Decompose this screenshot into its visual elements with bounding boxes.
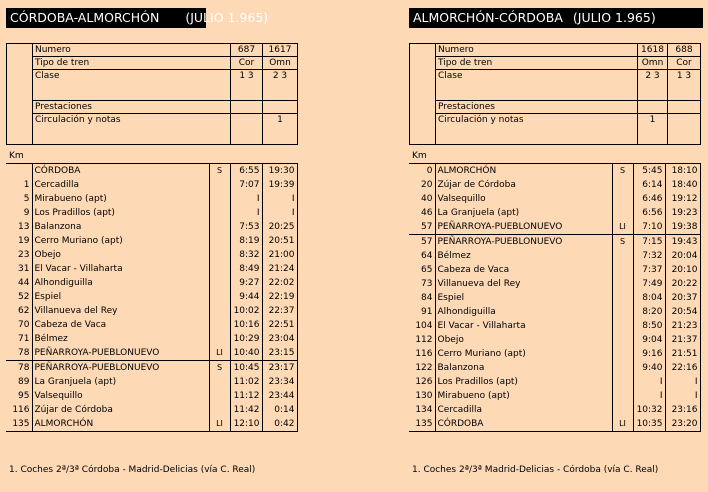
- station-name: PEÑARROYA-PUEBLONUEVO: [435, 235, 612, 250]
- departure-time: 8:50: [633, 319, 665, 333]
- train-number: 1617: [263, 44, 298, 57]
- km-label: Km: [412, 151, 427, 161]
- departure-time: 23:34: [262, 375, 297, 389]
- km-value: 84: [409, 291, 435, 305]
- km-value: 135: [6, 417, 32, 432]
- timetable-row: [6, 248, 297, 262]
- stop-mark: [209, 192, 230, 206]
- circulation-note: 1: [263, 114, 298, 145]
- departure-time: 21:23: [665, 319, 700, 333]
- departure-time: I: [262, 192, 297, 206]
- timetable-row: [409, 347, 700, 361]
- departure-time: 10:16: [230, 318, 262, 332]
- timetable-row: [6, 361, 297, 376]
- departure-time: 18:40: [665, 178, 700, 192]
- timetable-row: [409, 249, 700, 263]
- clase-label: Clase: [33, 70, 231, 101]
- train-class: 1 3: [231, 70, 263, 101]
- stop-mark: LI: [209, 346, 230, 361]
- departure-time: I: [230, 206, 262, 220]
- departure-time: 9:44: [230, 290, 262, 304]
- departure-time: 9:04: [633, 333, 665, 347]
- km-value: 104: [409, 319, 435, 333]
- departure-time: 20:37: [665, 291, 700, 305]
- route-date: (JULIO 1.965): [185, 10, 269, 25]
- timetable-row: [409, 291, 700, 305]
- departure-time: 7:37: [633, 263, 665, 277]
- stop-mark: [612, 206, 633, 220]
- train-type: Cor: [668, 57, 701, 70]
- departure-time: 7:49: [633, 277, 665, 291]
- circulation-note: 1: [638, 114, 668, 145]
- timetable-row: [409, 164, 700, 179]
- train-number: 1618: [638, 44, 668, 57]
- stop-mark: LI: [209, 417, 230, 432]
- km-value: 135: [409, 417, 435, 432]
- station-name: Los Pradillos (apt): [32, 206, 209, 220]
- stop-mark: [612, 347, 633, 361]
- departure-time: 21:00: [262, 248, 297, 262]
- stop-mark: [209, 220, 230, 234]
- timetable-row: [6, 389, 297, 403]
- km-value: 78: [6, 361, 32, 376]
- departure-time: I: [230, 192, 262, 206]
- km-value: 13: [6, 220, 32, 234]
- departure-time: 7:32: [633, 249, 665, 263]
- departure-time: 23:16: [665, 403, 700, 417]
- stop-mark: [612, 375, 633, 389]
- departure-time: 23:20: [665, 417, 700, 432]
- km-value: 89: [6, 375, 32, 389]
- station-name: Cerro Muriano (apt): [32, 234, 209, 248]
- timetable-row: [409, 389, 700, 403]
- train-type: Cor: [231, 57, 263, 70]
- timetable-row: [6, 276, 297, 290]
- timetable-title: [409, 8, 703, 28]
- footnote: 1. Coches 2ª/3ª Córdoba - Madrid-Delicias (vía C. Real): [9, 465, 256, 475]
- km-value: 0: [409, 164, 435, 179]
- prestaciones-label: Prestaciones: [436, 101, 638, 114]
- header-spacer: [7, 44, 33, 145]
- km-value: 64: [409, 249, 435, 263]
- timetable-row: [409, 277, 700, 291]
- station-name: ALMORCHÓN: [435, 164, 612, 179]
- station-name: Cercadilla: [32, 178, 209, 192]
- km-value: 19: [6, 234, 32, 248]
- km-value: 20: [409, 178, 435, 192]
- departure-time: 20:54: [665, 305, 700, 319]
- station-name: Valsequillo: [435, 192, 612, 206]
- timetable-row: [6, 206, 297, 220]
- station-name: Balanzona: [32, 220, 209, 234]
- departure-time: 10:35: [633, 417, 665, 432]
- km-value: 112: [409, 333, 435, 347]
- km-value: 46: [409, 206, 435, 220]
- km-value: 122: [409, 361, 435, 375]
- stop-mark: [209, 178, 230, 192]
- route-date: (JULIO 1.965): [572, 10, 656, 25]
- timetable-row: [6, 318, 297, 332]
- departure-time: 12:10: [230, 417, 262, 432]
- departure-time: 23:15: [262, 346, 297, 361]
- departure-time: 19:30: [262, 164, 297, 179]
- departure-time: 20:25: [262, 220, 297, 234]
- stop-mark: [209, 276, 230, 290]
- schedule-table: [409, 163, 701, 432]
- departure-time: 19:12: [665, 192, 700, 206]
- timetable-row: [409, 263, 700, 277]
- departure-time: 22:37: [262, 304, 297, 318]
- station-name: Bélmez: [435, 249, 612, 263]
- timetable-row: [6, 304, 297, 318]
- km-value: 9: [6, 206, 32, 220]
- timetable-row: [409, 305, 700, 319]
- station-name: PEÑARROYA-PUEBLONUEVO: [435, 220, 612, 235]
- station-name: El Vacar - Villaharta: [435, 319, 612, 333]
- train-type: Omn: [638, 57, 668, 70]
- timetable-row: [409, 220, 700, 235]
- stop-mark: LI: [612, 417, 633, 432]
- station-name: Espiel: [32, 290, 209, 304]
- departure-time: I: [262, 206, 297, 220]
- km-value: 40: [409, 192, 435, 206]
- stop-mark: S: [209, 361, 230, 376]
- km-value: 95: [6, 389, 32, 403]
- departure-time: 21:51: [665, 347, 700, 361]
- timetable-row: [409, 235, 700, 250]
- station-name: Bélmez: [32, 332, 209, 346]
- departure-time: 10:45: [230, 361, 262, 376]
- km-value: 1: [6, 178, 32, 192]
- departure-time: 21:37: [665, 333, 700, 347]
- departure-time: 7:15: [633, 235, 665, 250]
- km-value: 44: [6, 276, 32, 290]
- km-value: [6, 164, 32, 179]
- station-name: La Granjuela (apt): [435, 206, 612, 220]
- km-label: Km: [9, 151, 24, 161]
- timetable-row: [6, 192, 297, 206]
- stop-mark: [209, 332, 230, 346]
- train-number: 687: [231, 44, 263, 57]
- departure-time: 21:24: [262, 262, 297, 276]
- station-name: Cerro Muriano (apt): [435, 347, 612, 361]
- departure-time: I: [665, 375, 700, 389]
- stop-mark: [209, 318, 230, 332]
- stop-mark: [612, 263, 633, 277]
- departure-time: 20:04: [665, 249, 700, 263]
- schedule-table: [6, 163, 298, 432]
- stop-mark: LI: [612, 220, 633, 235]
- departure-time: 23:17: [262, 361, 297, 376]
- station-name: El Vacar - Villaharta: [32, 262, 209, 276]
- stop-mark: [612, 389, 633, 403]
- departure-time: 18:10: [665, 164, 700, 179]
- km-value: 57: [409, 235, 435, 250]
- departure-time: 6:46: [633, 192, 665, 206]
- stop-mark: S: [209, 164, 230, 179]
- timetable-row: [409, 192, 700, 206]
- station-name: Balanzona: [435, 361, 612, 375]
- departure-time: 8:04: [633, 291, 665, 305]
- km-value: 78: [6, 346, 32, 361]
- departure-time: 9:40: [633, 361, 665, 375]
- station-name: Alhondiguilla: [32, 276, 209, 290]
- stop-mark: S: [612, 164, 633, 179]
- station-name: PEÑARROYA-PUEBLONUEVO: [32, 346, 209, 361]
- timetable-row: [409, 206, 700, 220]
- clase-label: Clase: [436, 70, 638, 101]
- station-name: Obejo: [435, 333, 612, 347]
- stop-mark: [612, 192, 633, 206]
- departure-time: 22:19: [262, 290, 297, 304]
- circulacion-label: Circulación y notas: [436, 114, 638, 145]
- stop-mark: [612, 249, 633, 263]
- km-value: 126: [409, 375, 435, 389]
- timetable-row: [6, 178, 297, 192]
- timetable-row: [6, 332, 297, 346]
- train-class: 1 3: [668, 70, 701, 101]
- train-number: 688: [668, 44, 701, 57]
- departure-time: 22:16: [665, 361, 700, 375]
- train-class: 2 3: [263, 70, 298, 101]
- circulation-note: [668, 114, 701, 145]
- station-name: Villanueva del Rey: [435, 277, 612, 291]
- departure-time: 22:51: [262, 318, 297, 332]
- timetable-row: [6, 220, 297, 234]
- tipo-label: Tipo de tren: [436, 57, 638, 70]
- departure-time: 7:53: [230, 220, 262, 234]
- km-value: 52: [6, 290, 32, 304]
- timetable-row: [6, 417, 297, 432]
- stop-mark: S: [612, 235, 633, 250]
- route-title: ALMORCHÓN-CÓRDOBA: [413, 10, 563, 25]
- stop-mark: [612, 178, 633, 192]
- stop-mark: [612, 403, 633, 417]
- km-value: 134: [409, 403, 435, 417]
- stop-mark: [209, 389, 230, 403]
- timetable-row: [409, 417, 700, 432]
- station-name: Obejo: [32, 248, 209, 262]
- timetable-row: [6, 262, 297, 276]
- station-name: Cabeza de Vaca: [32, 318, 209, 332]
- departure-time: 20:22: [665, 277, 700, 291]
- departure-time: 7:07: [230, 178, 262, 192]
- station-name: Mirabueno (apt): [435, 389, 612, 403]
- departure-time: 9:27: [230, 276, 262, 290]
- numero-label: Numero: [436, 44, 638, 57]
- station-name: Mirabueno (apt): [32, 192, 209, 206]
- km-value: 116: [6, 403, 32, 417]
- departure-time: 7:10: [633, 220, 665, 235]
- timetable-row: [6, 290, 297, 304]
- km-value: 116: [409, 347, 435, 361]
- departure-time: 20:10: [665, 263, 700, 277]
- km-value: 73: [409, 277, 435, 291]
- departure-time: 10:32: [633, 403, 665, 417]
- stop-mark: [612, 277, 633, 291]
- departure-time: 10:29: [230, 332, 262, 346]
- timetable-row: [409, 375, 700, 389]
- km-value: 70: [6, 318, 32, 332]
- km-value: 62: [6, 304, 32, 318]
- km-value: 91: [409, 305, 435, 319]
- km-value: 130: [409, 389, 435, 403]
- station-name: CÓRDOBA: [435, 417, 612, 432]
- station-name: Zújar de Córdoba: [435, 178, 612, 192]
- station-name: Villanueva del Rey: [32, 304, 209, 318]
- departure-time: 8:19: [230, 234, 262, 248]
- timetable-row: [6, 403, 297, 417]
- departure-time: I: [633, 389, 665, 403]
- departure-time: 23:04: [262, 332, 297, 346]
- km-value: 31: [6, 262, 32, 276]
- timetable-row: [409, 403, 700, 417]
- stop-mark: [612, 305, 633, 319]
- departure-time: 19:43: [665, 235, 700, 250]
- station-name: Cercadilla: [435, 403, 612, 417]
- timetable-row: [409, 319, 700, 333]
- footnote: 1. Coches 2ª/3ª Madrid-Delicias - Córdoba (vía C. Real): [412, 465, 659, 475]
- timetable-almorchon-cordoba: [409, 0, 707, 492]
- stop-mark: [209, 375, 230, 389]
- header-spacer: [410, 44, 436, 145]
- km-value: 5: [6, 192, 32, 206]
- departure-time: 10:02: [230, 304, 262, 318]
- stop-mark: [209, 248, 230, 262]
- departure-time: 9:16: [633, 347, 665, 361]
- departure-time: 8:49: [230, 262, 262, 276]
- circulacion-label: Circulación y notas: [33, 114, 231, 145]
- timetable-cordoba-almorchon: [6, 0, 304, 492]
- timetable-row: [409, 361, 700, 375]
- station-name: Zújar de Córdoba: [32, 403, 209, 417]
- stop-mark: [209, 206, 230, 220]
- station-name: Valsequillo: [32, 389, 209, 403]
- station-name: Los Pradillos (apt): [435, 375, 612, 389]
- departure-time: 6:56: [633, 206, 665, 220]
- route-title: CÓRDOBA-ALMORCHÓN: [10, 10, 160, 25]
- tipo-label: Tipo de tren: [33, 57, 231, 70]
- km-value: 57: [409, 220, 435, 235]
- departure-time: 8:32: [230, 248, 262, 262]
- departure-time: 19:23: [665, 206, 700, 220]
- timetable-title: [6, 8, 269, 28]
- departure-time: I: [665, 389, 700, 403]
- timetable-row: [6, 346, 297, 361]
- station-name: La Granjuela (apt): [32, 375, 209, 389]
- timetable-row: [6, 375, 297, 389]
- departure-time: I: [633, 375, 665, 389]
- departure-time: 8:20: [633, 305, 665, 319]
- departure-time: 10:40: [230, 346, 262, 361]
- stop-mark: [209, 304, 230, 318]
- station-name: PEÑARROYA-PUEBLONUEVO: [32, 361, 209, 376]
- stop-mark: [209, 234, 230, 248]
- km-value: 71: [6, 332, 32, 346]
- timetable-row: [6, 234, 297, 248]
- departure-time: 11:12: [230, 389, 262, 403]
- departure-time: 23:44: [262, 389, 297, 403]
- numero-label: Numero: [33, 44, 231, 57]
- departure-time: 19:38: [665, 220, 700, 235]
- departure-time: 6:14: [633, 178, 665, 192]
- station-name: Espiel: [435, 291, 612, 305]
- departure-time: 6:55: [230, 164, 262, 179]
- departure-time: 22:02: [262, 276, 297, 290]
- station-name: Cabeza de Vaca: [435, 263, 612, 277]
- timetable-row: [409, 333, 700, 347]
- km-value: 65: [409, 263, 435, 277]
- train-header-table: [409, 43, 701, 145]
- km-value: 23: [6, 248, 32, 262]
- timetable-row: [6, 164, 297, 179]
- departure-time: 19:39: [262, 178, 297, 192]
- stop-mark: [209, 262, 230, 276]
- station-name: ALMORCHÓN: [32, 417, 209, 432]
- stop-mark: [612, 361, 633, 375]
- departure-time: 11:02: [230, 375, 262, 389]
- station-name: Alhondiguilla: [435, 305, 612, 319]
- departure-time: 11:42: [230, 403, 262, 417]
- prestaciones-label: Prestaciones: [33, 101, 231, 114]
- train-header-table: [6, 43, 298, 145]
- stop-mark: [612, 319, 633, 333]
- stop-mark: [612, 291, 633, 305]
- departure-time: 0:42: [262, 417, 297, 432]
- train-class: 2 3: [638, 70, 668, 101]
- departure-time: 0:14: [262, 403, 297, 417]
- departure-time: 20:51: [262, 234, 297, 248]
- stop-mark: [209, 403, 230, 417]
- train-type: Omn: [263, 57, 298, 70]
- stop-mark: [209, 290, 230, 304]
- departure-time: 5:45: [633, 164, 665, 179]
- stop-mark: [612, 333, 633, 347]
- timetable-row: [409, 178, 700, 192]
- circulation-note: [231, 114, 263, 145]
- station-name: CÓRDOBA: [32, 164, 209, 179]
